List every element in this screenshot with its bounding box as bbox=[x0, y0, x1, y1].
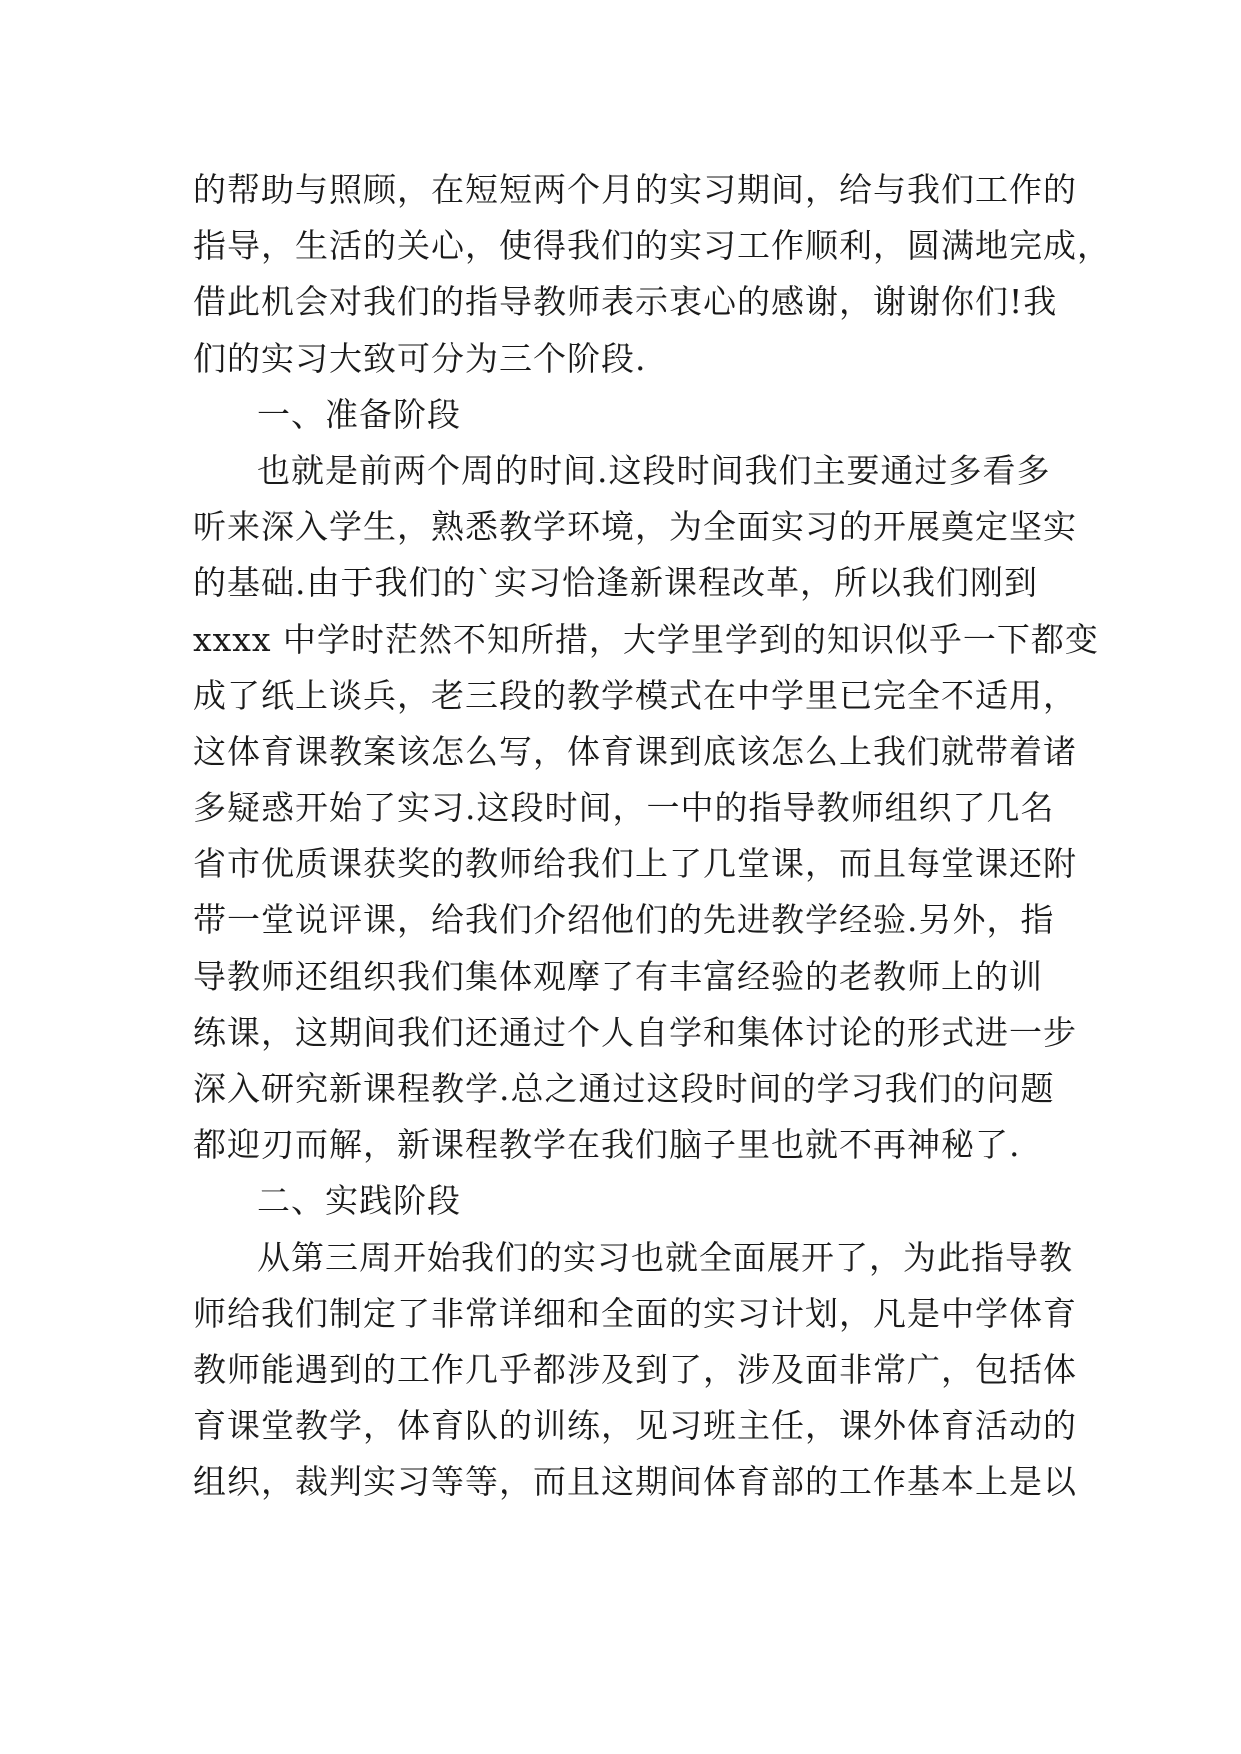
text-line: 教师能遇到的工作几乎都涉及到了，涉及面非常广，包括体 bbox=[193, 1349, 1077, 1389]
text-line: 多疑惑开始了实习.这段时间，一中的指导教师组织了几名 bbox=[193, 788, 1055, 828]
text-line: 育课堂教学，体育队的训练，见习班主任，课外体育活动的 bbox=[193, 1406, 1077, 1446]
text-line: 指导，生活的关心，使得我们的实习工作顺利，圆满地完成， bbox=[193, 226, 1111, 266]
text-line: 的基础.由于我们的`实习恰逢新课程改革，所以我们刚到 bbox=[193, 563, 1038, 603]
text-line: 听来深入学生，熟悉教学环境，为全面实习的开展奠定坚实 bbox=[193, 507, 1077, 547]
section-heading-preparation: 一、准备阶段 bbox=[257, 394, 461, 434]
text-line: xxxx 中学时茫然不知所措，大学里学到的知识似乎一下都变 bbox=[193, 619, 1099, 659]
paragraph-first-line: 也就是前两个周的时间.这段时间我们主要通过多看多 bbox=[257, 450, 1051, 490]
text-line: 导教师还组织我们集体观摩了有丰富经验的老教师上的训 bbox=[193, 956, 1043, 996]
text-line: 借此机会对我们的指导教师表示衷心的感谢，谢谢你们!我 bbox=[193, 282, 1058, 322]
text-line: 师给我们制定了非常详细和全面的实习计划，凡是中学体育 bbox=[193, 1293, 1077, 1333]
text-line: 练课，这期间我们还通过个人自学和集体讨论的形式进一步 bbox=[193, 1012, 1077, 1052]
body-text bbox=[193, 162, 1111, 1511]
paragraph-first-line: 从第三周开始我们的实习也就全面展开了，为此指导教 bbox=[257, 1237, 1073, 1277]
text-line: 带一堂说评课，给我们介绍他们的先进教学经验.另外，指 bbox=[193, 900, 1055, 940]
text-line: 都迎刃而解，新课程教学在我们脑子里也就不再神秘了. bbox=[193, 1125, 1021, 1165]
section-heading-practice: 二、实践阶段 bbox=[257, 1181, 461, 1221]
text-line: 成了纸上谈兵，老三段的教学模式在中学里已完全不适用， bbox=[193, 675, 1077, 715]
text-line: 们的实习大致可分为三个阶段. bbox=[193, 338, 647, 378]
text-line: 这体育课教案该怎么写，体育课到底该怎么上我们就带着诸 bbox=[193, 731, 1077, 771]
text-line: 组织，裁判实习等等，而且这期间体育部的工作基本上是以 bbox=[193, 1462, 1077, 1502]
text-line: 的帮助与照顾，在短短两个月的实习期间，给与我们工作的 bbox=[193, 170, 1077, 209]
text-line: 深入研究新课程教学.总之通过这段时间的学习我们的问题 bbox=[193, 1069, 1055, 1108]
text-line: 省市优质课获奖的教师给我们上了几堂课，而且每堂课还附 bbox=[193, 844, 1077, 884]
